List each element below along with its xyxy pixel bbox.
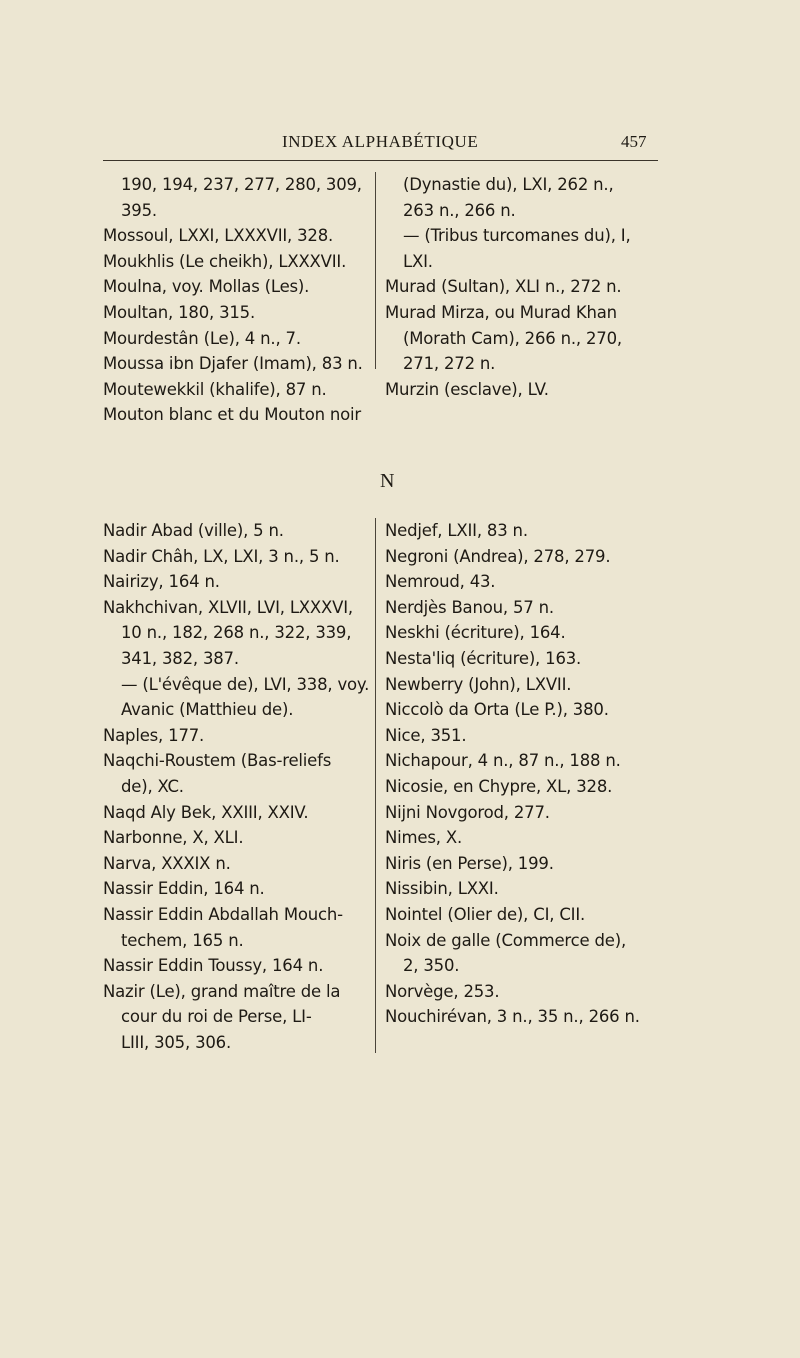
index-entry-line: — (L'évêque de), LVI, 338, voy. bbox=[121, 674, 370, 694]
index-entry-line: Nemroud, 43. bbox=[385, 572, 496, 592]
index-entry-line: Nichapour, 4 n., 87 n., 188 n. bbox=[385, 751, 621, 771]
index-entry-line: Nesta'liq (écriture), 163. bbox=[385, 648, 582, 668]
index-entry-line: Murzin (esclave), LV. bbox=[385, 379, 549, 399]
index-entry-line: Moultan, 180, 315. bbox=[103, 302, 256, 322]
index-entry-line: Niris (en Perse), 199. bbox=[385, 853, 554, 873]
index-entry-line: Avanic (Matthieu de). bbox=[121, 700, 294, 720]
index-entry-line: cour du roi de Perse, LI- bbox=[121, 1007, 312, 1027]
index-entry-line: Nassir Eddin, 164 n. bbox=[103, 879, 265, 899]
index-entry-line: 2, 350. bbox=[403, 956, 460, 976]
index-entry-line: Nijni Novgorod, 277. bbox=[385, 802, 550, 822]
index-entry-line: Negroni (Andrea), 278, 279. bbox=[385, 546, 611, 566]
index-entry-line: Moukhlis (Le cheikh), LXXXVII. bbox=[103, 251, 347, 271]
index-column-bottom-left bbox=[103, 518, 368, 1055]
column-divider-top bbox=[375, 172, 376, 369]
index-entry-line: 10 n., 182, 268 n., 322, 339, bbox=[121, 623, 352, 643]
index-entry-line: Nassir Eddin Abdallah Mouch- bbox=[103, 904, 343, 924]
index-column-bottom-right bbox=[385, 518, 650, 1030]
index-entry-line: Nointel (Olier de), CI, CII. bbox=[385, 904, 586, 924]
page-title: INDEX ALPHABÉTIQUE bbox=[282, 132, 479, 151]
index-entry-line: Naqchi-Roustem (Bas-reliefs bbox=[103, 751, 332, 771]
index-entry-line: Noix de galle (Commerce de), bbox=[385, 930, 626, 950]
index-entry-line: Nadir Châh, LX, LXI, 3 n., 5 n. bbox=[103, 546, 340, 566]
index-entry-line: Nimes, X. bbox=[385, 828, 462, 848]
index-entry-line: Narva, XXXIX n. bbox=[103, 853, 231, 873]
index-entry-line: Mourdestân (Le), 4 n., 7. bbox=[103, 328, 301, 348]
index-entry-line: Nouchirévan, 3 n., 35 n., 266 n. bbox=[385, 1007, 640, 1027]
index-entry-line: Murad (Sultan), XLI n., 272 n. bbox=[385, 277, 622, 297]
index-entry-line: Naples, 177. bbox=[103, 725, 205, 745]
index-entry-line: Nerdjès Banou, 57 n. bbox=[385, 597, 554, 617]
index-entry-line: 395. bbox=[121, 200, 157, 220]
index-entry-line: Nakhchivan, XLVII, LVI, LXXXVI, bbox=[103, 597, 353, 617]
index-entry-line: 263 n., 266 n. bbox=[403, 200, 516, 220]
index-entry-line: 271, 272 n. bbox=[403, 354, 496, 374]
index-entry-line: Narbonne, X, XLI. bbox=[103, 828, 244, 848]
index-entry-line: — (Tribus turcomanes du), I, bbox=[403, 226, 631, 246]
index-entry-line: Nedjef, LXII, 83 n. bbox=[385, 521, 528, 540]
index-entry-line: Norvège, 253. bbox=[385, 981, 500, 1001]
index-entry-line: Murad Mirza, ou Murad Khan bbox=[385, 302, 617, 322]
page-number: 457 bbox=[621, 132, 647, 151]
index-entry-line: Mouton blanc et du Mouton noir bbox=[103, 405, 362, 425]
index-entry-line: Naqd Aly Bek, XXIII, XXIV. bbox=[103, 802, 309, 822]
index-entry-line: Nissibin, LXXI. bbox=[385, 879, 499, 899]
index-entry-line: Mossoul, LXXI, LXXXVII, 328. bbox=[103, 226, 334, 246]
index-entry-line: 341, 382, 387. bbox=[121, 648, 239, 668]
index-entry-line: 190, 194, 237, 277, 280, 309, bbox=[121, 175, 362, 194]
index-entry-line: Moussa ibn Djafer (Imam), 83 n. bbox=[103, 354, 363, 374]
index-entry-line: Nicosie, en Chypre, XL, 328. bbox=[385, 776, 613, 796]
index-column-top-left bbox=[103, 172, 368, 428]
running-header bbox=[0, 130, 800, 160]
index-entry-line: (Dynastie du), LXI, 262 n., bbox=[403, 175, 614, 194]
index-entry-line: (Morath Cam), 266 n., 270, bbox=[403, 328, 622, 348]
index-entry-line: LIII, 305, 306. bbox=[121, 1032, 232, 1052]
index-entry-line: LXI. bbox=[403, 251, 433, 271]
index-entry-line: Nairizy, 164 n. bbox=[103, 572, 220, 592]
index-entry-line: Neskhi (écriture), 164. bbox=[385, 623, 566, 643]
index-entry-line: Nice, 351. bbox=[385, 725, 467, 745]
index-entry-line: Moulna, voy. Mollas (Les). bbox=[103, 277, 310, 297]
index-entry-line: Niccolò da Orta (Le P.), 380. bbox=[385, 700, 609, 720]
column-divider-bottom bbox=[375, 518, 376, 1053]
index-entry-line: Nazir (Le), grand maître de la bbox=[103, 981, 341, 1001]
index-column-top-right bbox=[385, 172, 650, 402]
index-entry-line: Nadir Abad (ville), 5 n. bbox=[103, 521, 284, 540]
section-letter: N bbox=[380, 470, 395, 492]
index-entry-line: de), XC. bbox=[121, 776, 184, 796]
index-entry-line: techem, 165 n. bbox=[121, 930, 244, 950]
index-entry-line: Newberry (John), LXVII. bbox=[385, 674, 572, 694]
header-rule bbox=[103, 160, 658, 161]
index-entry-line: Moutewekkil (khalife), 87 n. bbox=[103, 379, 327, 399]
index-entry-line: Nassir Eddin Toussy, 164 n. bbox=[103, 956, 324, 976]
